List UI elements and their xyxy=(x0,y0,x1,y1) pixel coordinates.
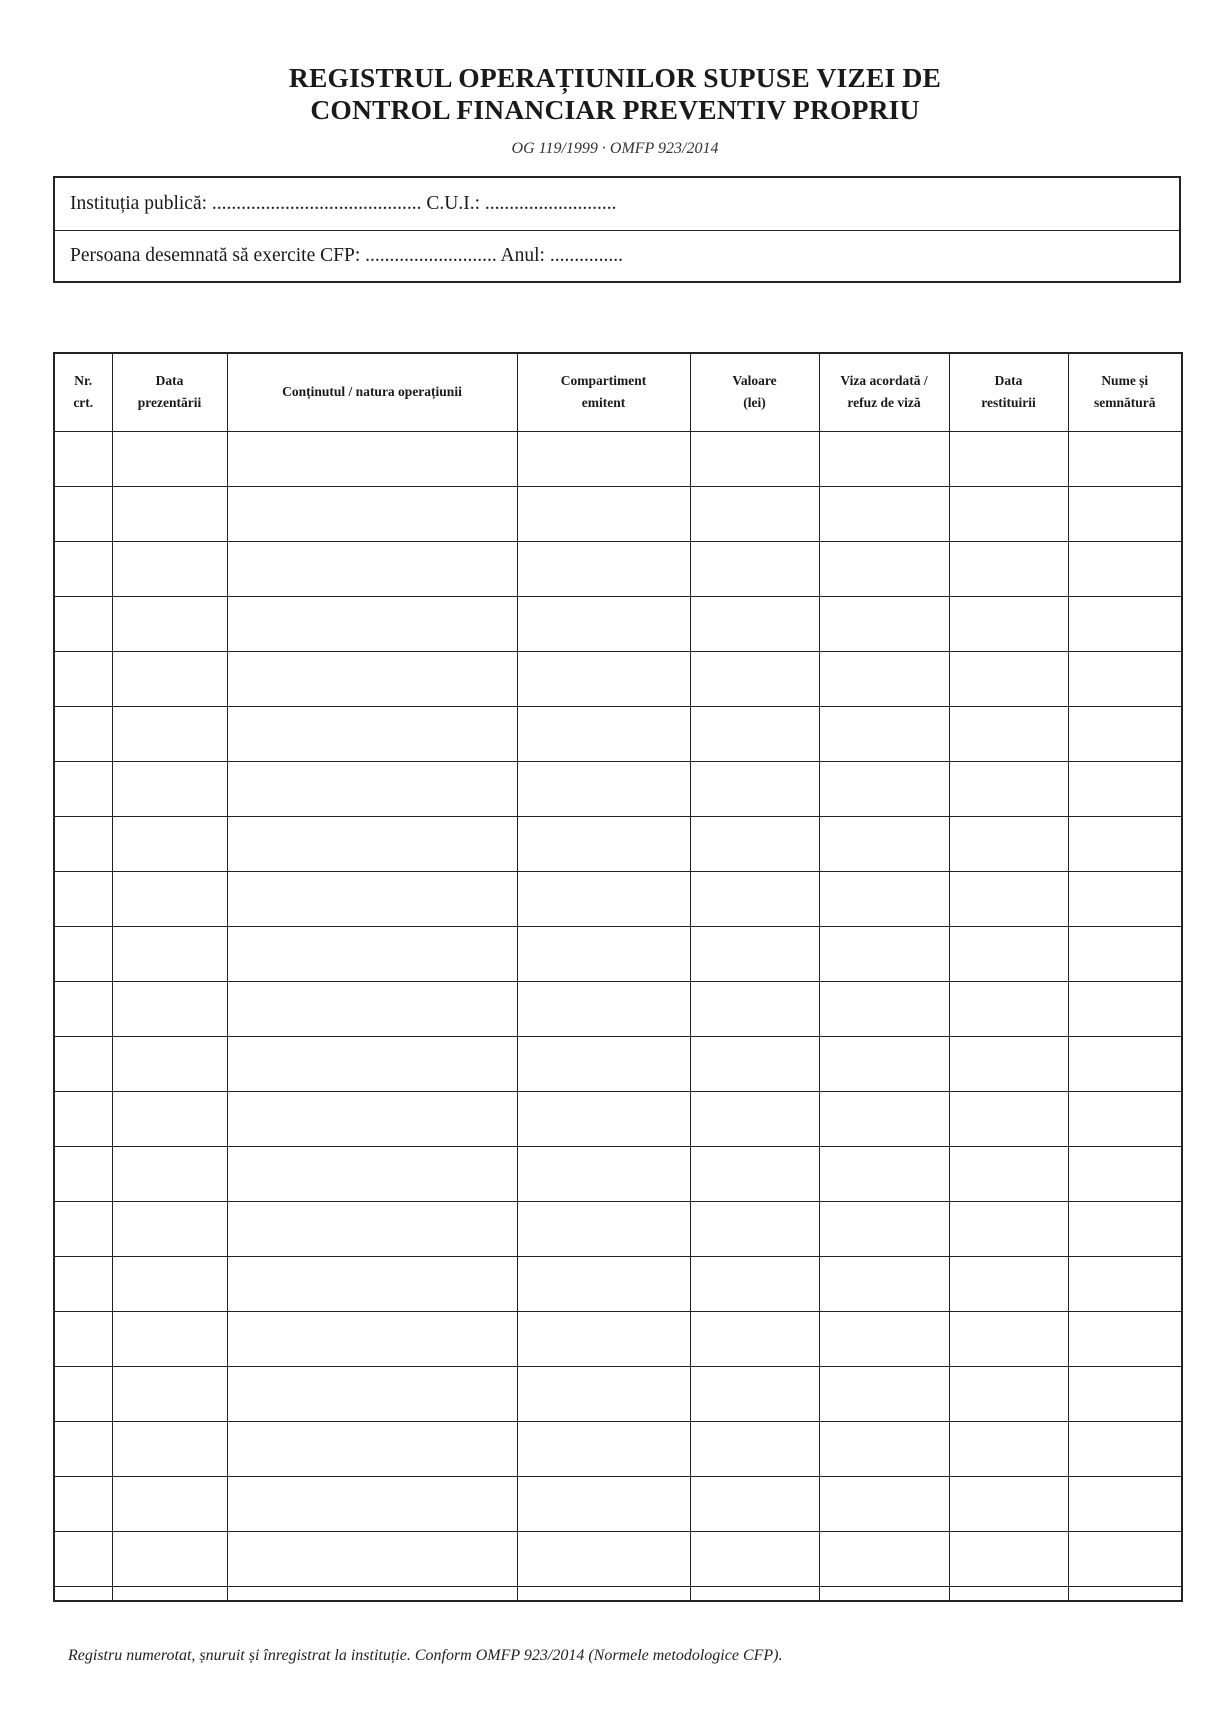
header-nume-semnatura: Nume și semnătură xyxy=(1068,353,1182,431)
table-cell[interactable] xyxy=(517,1532,690,1587)
table-row xyxy=(54,1257,1182,1312)
table-cell[interactable] xyxy=(1068,1532,1182,1587)
table-cell[interactable] xyxy=(227,926,517,981)
table-cell[interactable] xyxy=(819,1257,949,1312)
table-cell[interactable] xyxy=(517,486,690,541)
table-cell xyxy=(690,1587,819,1601)
table-cell[interactable] xyxy=(949,596,1068,651)
table-row xyxy=(54,1092,1182,1147)
table-cell[interactable] xyxy=(690,1202,819,1257)
table-cell[interactable] xyxy=(1068,651,1182,706)
table-header-row xyxy=(54,353,1182,431)
table-cell[interactable] xyxy=(949,706,1068,761)
table-cell[interactable] xyxy=(949,1202,1068,1257)
header-nr-crt: Nr. crt. xyxy=(54,353,112,431)
table-row xyxy=(54,651,1182,706)
table-cell[interactable] xyxy=(1068,486,1182,541)
table-cell[interactable] xyxy=(54,761,112,816)
table-cell[interactable] xyxy=(1068,1202,1182,1257)
table-cell[interactable] xyxy=(690,1532,819,1587)
title-line-2: CONTROL FINANCIAR PREVENTIV PROPRIU xyxy=(310,94,920,125)
table-row xyxy=(54,926,1182,981)
table-cell[interactable] xyxy=(54,431,112,486)
table-cell[interactable] xyxy=(1068,1477,1182,1532)
table-cell[interactable] xyxy=(949,1092,1068,1147)
table-cell[interactable] xyxy=(819,1367,949,1422)
table-cell[interactable] xyxy=(819,761,949,816)
table-cell[interactable] xyxy=(1068,1037,1182,1092)
table-cell[interactable] xyxy=(1068,1257,1182,1312)
table-cell[interactable] xyxy=(54,981,112,1036)
table-cell[interactable] xyxy=(1068,1367,1182,1422)
table-cell[interactable] xyxy=(819,816,949,871)
table-row xyxy=(54,816,1182,871)
table-cell[interactable] xyxy=(517,1477,690,1532)
institution-row[interactable]: Instituția publică: ........................................... C.U.I.: ........................... xyxy=(70,193,617,214)
table-cell[interactable] xyxy=(227,1312,517,1367)
table-cell xyxy=(1068,1587,1182,1601)
table-cell[interactable] xyxy=(949,816,1068,871)
table-cell[interactable] xyxy=(112,926,227,981)
register-table xyxy=(53,352,1183,1602)
table-cell[interactable] xyxy=(54,1367,112,1422)
table-row xyxy=(54,431,1182,486)
table-cell[interactable] xyxy=(54,486,112,541)
table-cell[interactable] xyxy=(227,1532,517,1587)
table-row xyxy=(54,1477,1182,1532)
table-cell[interactable] xyxy=(54,651,112,706)
table-cell[interactable] xyxy=(819,1037,949,1092)
table-cell[interactable] xyxy=(1068,1422,1182,1477)
table-cell[interactable] xyxy=(112,981,227,1036)
table-cell xyxy=(517,1587,690,1601)
table-cell[interactable] xyxy=(54,1147,112,1202)
table-cell[interactable] xyxy=(1068,981,1182,1036)
table-cell[interactable] xyxy=(112,1092,227,1147)
table-cell[interactable] xyxy=(517,1257,690,1312)
table-row xyxy=(54,596,1182,651)
table-cell[interactable] xyxy=(517,1312,690,1367)
table-cell[interactable] xyxy=(54,816,112,871)
table-cell[interactable] xyxy=(1068,596,1182,651)
table-cell[interactable] xyxy=(227,596,517,651)
table-cell[interactable] xyxy=(112,541,227,596)
table-cell xyxy=(54,1587,112,1601)
table-cell[interactable] xyxy=(949,1147,1068,1202)
table-row xyxy=(54,1367,1182,1422)
table-cell xyxy=(112,1587,227,1601)
cfp-person-row[interactable]: Persoana desemnată să exercite CFP: ........................... Anul: ............... xyxy=(55,230,1179,281)
table-cell[interactable] xyxy=(690,651,819,706)
table-cell[interactable] xyxy=(819,926,949,981)
table-row xyxy=(54,1037,1182,1092)
institution-info-box xyxy=(53,176,1181,283)
table-cell[interactable] xyxy=(517,431,690,486)
table-cell[interactable] xyxy=(227,1367,517,1422)
table-cell[interactable] xyxy=(690,761,819,816)
table-cell[interactable] xyxy=(517,816,690,871)
table-cell[interactable] xyxy=(227,1092,517,1147)
table-cell[interactable] xyxy=(819,431,949,486)
header-compartiment-emitent: Compartiment emitent xyxy=(517,353,690,431)
table-cell[interactable] xyxy=(690,816,819,871)
table-cell[interactable] xyxy=(819,1202,949,1257)
table-cell[interactable] xyxy=(517,871,690,926)
table-cell[interactable] xyxy=(227,871,517,926)
table-cell[interactable] xyxy=(690,1257,819,1312)
header-continutul-operatiunii: Conținutul / natura operațiunii xyxy=(227,353,517,431)
table-row xyxy=(54,1312,1182,1367)
table-cell[interactable] xyxy=(690,926,819,981)
table-cell[interactable] xyxy=(517,651,690,706)
table-cell[interactable] xyxy=(112,1532,227,1587)
table-cell[interactable] xyxy=(517,1202,690,1257)
table-cell xyxy=(227,1587,517,1601)
table-cell[interactable] xyxy=(819,596,949,651)
table-cell[interactable] xyxy=(517,926,690,981)
table-cell[interactable] xyxy=(227,541,517,596)
table-filler-row xyxy=(54,1587,1182,1601)
table-cell[interactable] xyxy=(819,1532,949,1587)
table-cell[interactable] xyxy=(112,1202,227,1257)
table-cell[interactable] xyxy=(517,761,690,816)
table-cell[interactable] xyxy=(690,1477,819,1532)
table-cell[interactable] xyxy=(819,1422,949,1477)
table-cell[interactable] xyxy=(690,486,819,541)
table-cell[interactable] xyxy=(54,1037,112,1092)
table-cell xyxy=(949,1587,1068,1601)
table-cell[interactable] xyxy=(690,1092,819,1147)
legal-reference-subtitle: OG 119/1999 · OMFP 923/2014 xyxy=(511,140,719,157)
table-cell[interactable] xyxy=(949,1312,1068,1367)
table-cell[interactable] xyxy=(949,1422,1068,1477)
table-cell[interactable] xyxy=(690,1422,819,1477)
table-cell[interactable] xyxy=(1068,816,1182,871)
table-cell[interactable] xyxy=(517,981,690,1036)
table-cell[interactable] xyxy=(819,486,949,541)
table-cell[interactable] xyxy=(949,761,1068,816)
table-row xyxy=(54,1422,1182,1477)
table-cell[interactable] xyxy=(517,1037,690,1092)
table-row xyxy=(54,981,1182,1036)
table-cell[interactable] xyxy=(112,706,227,761)
table-cell[interactable] xyxy=(54,706,112,761)
table-cell[interactable] xyxy=(690,981,819,1036)
table-cell[interactable] xyxy=(690,1037,819,1092)
table-row xyxy=(54,1147,1182,1202)
table-cell[interactable] xyxy=(227,1422,517,1477)
table-cell[interactable] xyxy=(227,431,517,486)
table-cell[interactable] xyxy=(227,486,517,541)
table-cell[interactable] xyxy=(54,1257,112,1312)
footer-note: Registru numerotat, șnuruit și înregistrat la instituție. Conform OMFP 923/2014 (Normele metodologice CFP). xyxy=(68,1647,783,1664)
table-cell[interactable] xyxy=(949,541,1068,596)
table-cell[interactable] xyxy=(54,1532,112,1587)
table-cell[interactable] xyxy=(112,1257,227,1312)
table-cell[interactable] xyxy=(949,981,1068,1036)
table-cell[interactable] xyxy=(112,1147,227,1202)
table-cell[interactable] xyxy=(819,541,949,596)
header-valoare: Valoare (lei) xyxy=(690,353,819,431)
table-cell[interactable] xyxy=(949,1477,1068,1532)
table-row xyxy=(54,486,1182,541)
table-cell[interactable] xyxy=(54,1202,112,1257)
table-cell[interactable] xyxy=(690,596,819,651)
table-cell[interactable] xyxy=(517,541,690,596)
table-cell[interactable] xyxy=(112,651,227,706)
table-cell[interactable] xyxy=(227,706,517,761)
table-cell[interactable] xyxy=(517,1147,690,1202)
table-cell[interactable] xyxy=(1068,1092,1182,1147)
table-cell[interactable] xyxy=(517,1367,690,1422)
table-cell[interactable] xyxy=(227,1477,517,1532)
table-cell[interactable] xyxy=(227,1037,517,1092)
table-cell[interactable] xyxy=(690,541,819,596)
table-cell[interactable] xyxy=(54,1092,112,1147)
table-cell[interactable] xyxy=(949,431,1068,486)
table-cell[interactable] xyxy=(690,871,819,926)
table-cell[interactable] xyxy=(112,761,227,816)
table-cell[interactable] xyxy=(1068,431,1182,486)
table-cell[interactable] xyxy=(112,1367,227,1422)
table-cell[interactable] xyxy=(54,926,112,981)
register-body xyxy=(54,431,1182,1601)
table-cell[interactable] xyxy=(949,1257,1068,1312)
table-cell[interactable] xyxy=(517,1422,690,1477)
table-cell[interactable] xyxy=(517,596,690,651)
table-cell[interactable] xyxy=(54,1477,112,1532)
table-cell[interactable] xyxy=(112,871,227,926)
table-cell[interactable] xyxy=(1068,926,1182,981)
table-cell[interactable] xyxy=(54,1422,112,1477)
table-cell[interactable] xyxy=(227,816,517,871)
table-cell[interactable] xyxy=(949,651,1068,706)
table-cell[interactable] xyxy=(1068,1147,1182,1202)
table-cell[interactable] xyxy=(819,1477,949,1532)
table-cell[interactable] xyxy=(112,816,227,871)
table-cell[interactable] xyxy=(949,1367,1068,1422)
table-cell[interactable] xyxy=(819,981,949,1036)
table-cell[interactable] xyxy=(949,871,1068,926)
table-cell[interactable] xyxy=(819,1312,949,1367)
table-cell[interactable] xyxy=(690,1312,819,1367)
table-cell[interactable] xyxy=(819,1147,949,1202)
table-cell[interactable] xyxy=(227,1202,517,1257)
table-cell[interactable] xyxy=(112,1422,227,1477)
table-cell[interactable] xyxy=(1068,706,1182,761)
table-cell[interactable] xyxy=(112,431,227,486)
table-cell[interactable] xyxy=(819,1092,949,1147)
table-cell[interactable] xyxy=(54,541,112,596)
table-row xyxy=(54,1532,1182,1587)
table-cell[interactable] xyxy=(690,1367,819,1422)
header-data-restituirii: Data restituirii xyxy=(949,353,1068,431)
table-row xyxy=(54,871,1182,926)
table-cell[interactable] xyxy=(1068,871,1182,926)
table-cell[interactable] xyxy=(54,596,112,651)
table-cell[interactable] xyxy=(112,596,227,651)
table-row xyxy=(54,761,1182,816)
header-viza: Viza acordată / refuz de viză xyxy=(819,353,949,431)
table-cell xyxy=(819,1587,949,1601)
table-cell[interactable] xyxy=(112,1477,227,1532)
table-cell[interactable] xyxy=(1068,761,1182,816)
table-cell[interactable] xyxy=(227,981,517,1036)
table-row xyxy=(54,541,1182,596)
table-cell[interactable] xyxy=(227,1257,517,1312)
table-cell[interactable] xyxy=(949,926,1068,981)
title-line-1: REGISTRUL OPERAȚIUNILOR SUPUSE VIZEI DE xyxy=(288,62,942,93)
table-cell[interactable] xyxy=(227,761,517,816)
table-cell[interactable] xyxy=(690,431,819,486)
header-data-prezentarii: Data prezentării xyxy=(112,353,227,431)
table-cell[interactable] xyxy=(112,1312,227,1367)
table-cell[interactable] xyxy=(112,486,227,541)
table-cell[interactable] xyxy=(517,1092,690,1147)
table-row xyxy=(54,1202,1182,1257)
table-cell[interactable] xyxy=(517,706,690,761)
table-cell[interactable] xyxy=(690,706,819,761)
table-cell[interactable] xyxy=(949,486,1068,541)
table-cell[interactable] xyxy=(227,1147,517,1202)
document-title xyxy=(0,62,1230,126)
table-cell[interactable] xyxy=(949,1037,1068,1092)
table-cell[interactable] xyxy=(949,1532,1068,1587)
table-cell[interactable] xyxy=(54,1312,112,1367)
table-cell[interactable] xyxy=(1068,1312,1182,1367)
table-cell[interactable] xyxy=(227,651,517,706)
table-cell[interactable] xyxy=(690,1147,819,1202)
table-cell[interactable] xyxy=(819,651,949,706)
table-cell[interactable] xyxy=(1068,541,1182,596)
table-cell[interactable] xyxy=(819,706,949,761)
table-cell[interactable] xyxy=(112,1037,227,1092)
table-cell[interactable] xyxy=(819,871,949,926)
table-row xyxy=(54,706,1182,761)
table-cell[interactable] xyxy=(54,871,112,926)
